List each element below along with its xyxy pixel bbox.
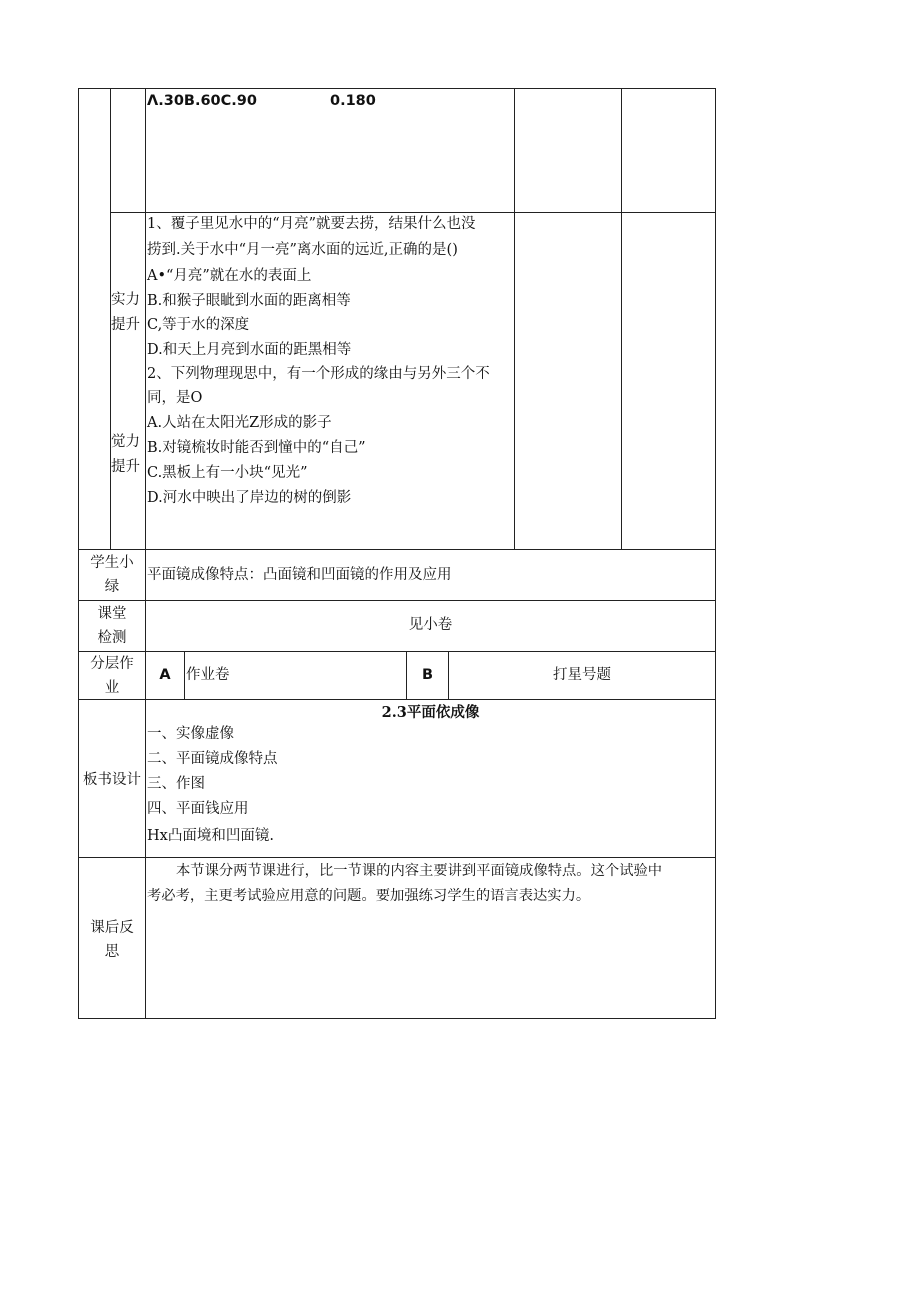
board-label: 板书设计 bbox=[83, 772, 141, 788]
homework-label: 分层作 业 bbox=[90, 656, 134, 696]
option-line: C,等于水的深度 bbox=[147, 317, 250, 333]
board-title: 2.3平面依成像 bbox=[381, 704, 480, 721]
col-divider-main bbox=[145, 88, 146, 1019]
check-content: 见小卷 bbox=[408, 617, 453, 633]
summary-label: 学生小 绿 bbox=[90, 555, 134, 595]
row-divider-4 bbox=[78, 651, 715, 652]
homework-a-text: 作业卷 bbox=[186, 667, 230, 683]
homework-b-letter: B bbox=[421, 667, 434, 683]
skill-label-2: 觉力 提升 bbox=[111, 434, 140, 475]
answer-text: 0.180 bbox=[330, 93, 376, 109]
option-line: C.黑板上有一小块“见光” bbox=[147, 465, 308, 481]
summary-content: 平面镜成像特点：凸面镜和凹面镜的作用及应用 bbox=[147, 567, 452, 583]
option-line: D.和天上月亮到水面的距黑相等 bbox=[147, 342, 352, 358]
question-line: 2、下列物理现思中，有一个形成的缘由与另外三个不 bbox=[147, 366, 490, 382]
reflection-line: 本节课分两节课进行，比一节课的内容主要讲到平面镜成像特点。这个试验中 bbox=[176, 863, 663, 879]
homework-a-letter: A bbox=[159, 667, 171, 683]
board-item: Hx凸面境和凹面镜. bbox=[147, 828, 274, 844]
homework-divider-1 bbox=[184, 651, 185, 700]
question-line: 同，是O bbox=[147, 390, 203, 406]
reflection-label: 课后反 思 bbox=[90, 920, 134, 960]
question-line: 1、覆子里见水中的“月亮”就要去捞，结果什么也没 bbox=[147, 216, 476, 232]
option-line: D.河水中映出了岸边的树的倒影 bbox=[147, 490, 352, 506]
option-line: A•“月亮”就在水的表面上 bbox=[147, 268, 312, 284]
row-divider-2 bbox=[78, 549, 715, 550]
board-item: 三、作图 bbox=[147, 776, 205, 792]
col-divider-right-2 bbox=[621, 88, 622, 550]
board-item: 一、实像虚像 bbox=[147, 726, 234, 742]
row-divider-3 bbox=[78, 600, 715, 601]
options-text: Λ.30B.60C.90 bbox=[147, 93, 257, 109]
row-divider-6 bbox=[78, 857, 715, 858]
board-item: 二、平面镜成像特点 bbox=[147, 751, 278, 767]
option-line: A.人站在太阳光Z形成的影子 bbox=[147, 415, 332, 431]
skill-label-1: 实力 提升 bbox=[111, 292, 140, 333]
col-divider-right-1 bbox=[514, 88, 515, 550]
reflection-line: 考必考，主更考试验应用意的问题。要加强练习学生的语言表达实力。 bbox=[147, 888, 591, 904]
question-line: 捞到.关于水中“月一亮”离水面的远近,正确的是() bbox=[147, 242, 458, 258]
board-item: 四、平面钱应用 bbox=[147, 801, 249, 817]
check-label: 课堂 检测 bbox=[97, 606, 127, 646]
table-border-bottom bbox=[78, 1018, 715, 1019]
table-border-right bbox=[715, 88, 716, 1019]
homework-b-text: 打星号题 bbox=[553, 667, 611, 683]
option-line: B.和猴子眼眦到水面的距离相等 bbox=[147, 293, 351, 309]
option-line: B.对镜梳妆时能否到憧中的“自己” bbox=[147, 440, 366, 456]
